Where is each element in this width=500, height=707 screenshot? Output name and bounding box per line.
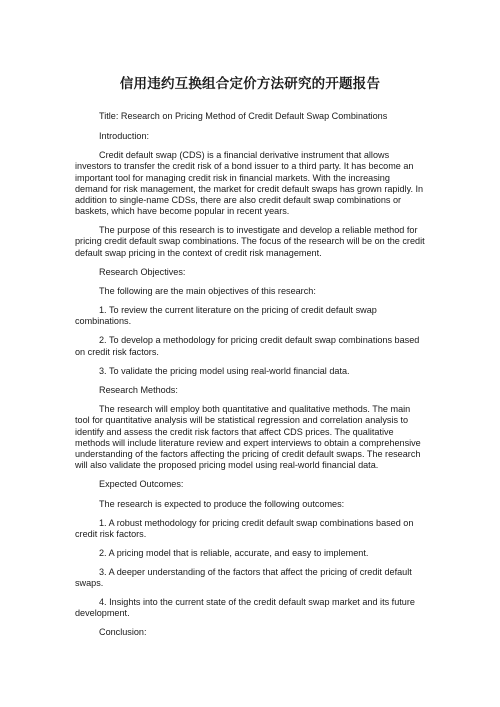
- list-item-outcome-2: 2. A pricing model that is reliable, accurate, and easy to implement.: [99, 548, 369, 559]
- section-heading-introduction: Introduction:: [99, 130, 150, 141]
- list-item-outcome-4: 4. Insights into the current state of the credit default swap market and its future development.: [75, 597, 415, 619]
- list-item-outcome-3: 3. A deeper understanding of the factors that affect the pricing of credit default swaps.: [75, 567, 412, 589]
- list-item-objective-1: 1. To review the current literature on the pricing of credit default swap combinations.: [75, 305, 377, 327]
- paragraph-outcomes-intro: The research is expected to produce the following outcomes:: [99, 498, 345, 509]
- section-heading-outcomes: Expected Outcomes:: [99, 479, 184, 490]
- section-heading-methods: Research Methods:: [99, 384, 178, 395]
- paragraph-methods: The research will employ both quantitative and qualitative methods. The main tool for quantitative analysis will be statistical regression and correlation analysis to identify and assess the credit risk factors that affect CDS prices. The qualitative methods will include literature review and expert interviews to obtain a comprehensive understanding of the factors affecting the pricing of credit default swaps. The research will also validate the proposed pricing model using real-world financial data.: [75, 404, 421, 471]
- list-item-outcome-1: 1. A robust methodology for pricing credit default swap combinations based on credit risk factors.: [75, 517, 414, 540]
- paragraph-research-purpose: The purpose of this research is to investigate and develop a reliable method for pricing credit default swap combinations. The focus of the research will be on the credit default swap pricing in the context of credit risk management.: [75, 225, 425, 258]
- section-heading-conclusion: Conclusion:: [99, 627, 147, 638]
- list-item-objective-3: 3. To validate the pricing model using real-world financial data.: [99, 365, 350, 376]
- document-title: 信用违约互换组合定价方法研究的开题报告: [119, 76, 381, 92]
- paragraph-objectives-intro: The following are the main objectives of this research:: [99, 286, 316, 297]
- list-item-objective-2: 2. To develop a methodology for pricing credit default swap combinations based on credit risk factors.: [75, 335, 420, 357]
- document-body: [75, 111, 425, 647]
- section-heading-objectives: Research Objectives:: [99, 266, 186, 277]
- paper-title-line: Title: Research on Pricing Method of Credit Default Swap Combinations: [99, 111, 388, 121]
- paragraph-cds-overview: Credit default swap (CDS) is a financial derivative instrument that allows investors to transfer the credit risk of a bond issuer to a third party. It has become an important tool for managing credit risk in financial markets. With the increasing demand for risk management, the market for credit default swaps has grown rapidly. In addition to single-name CDSs, there are also credit default swap combinations or baskets, which have become popular in recent years.: [75, 150, 424, 217]
